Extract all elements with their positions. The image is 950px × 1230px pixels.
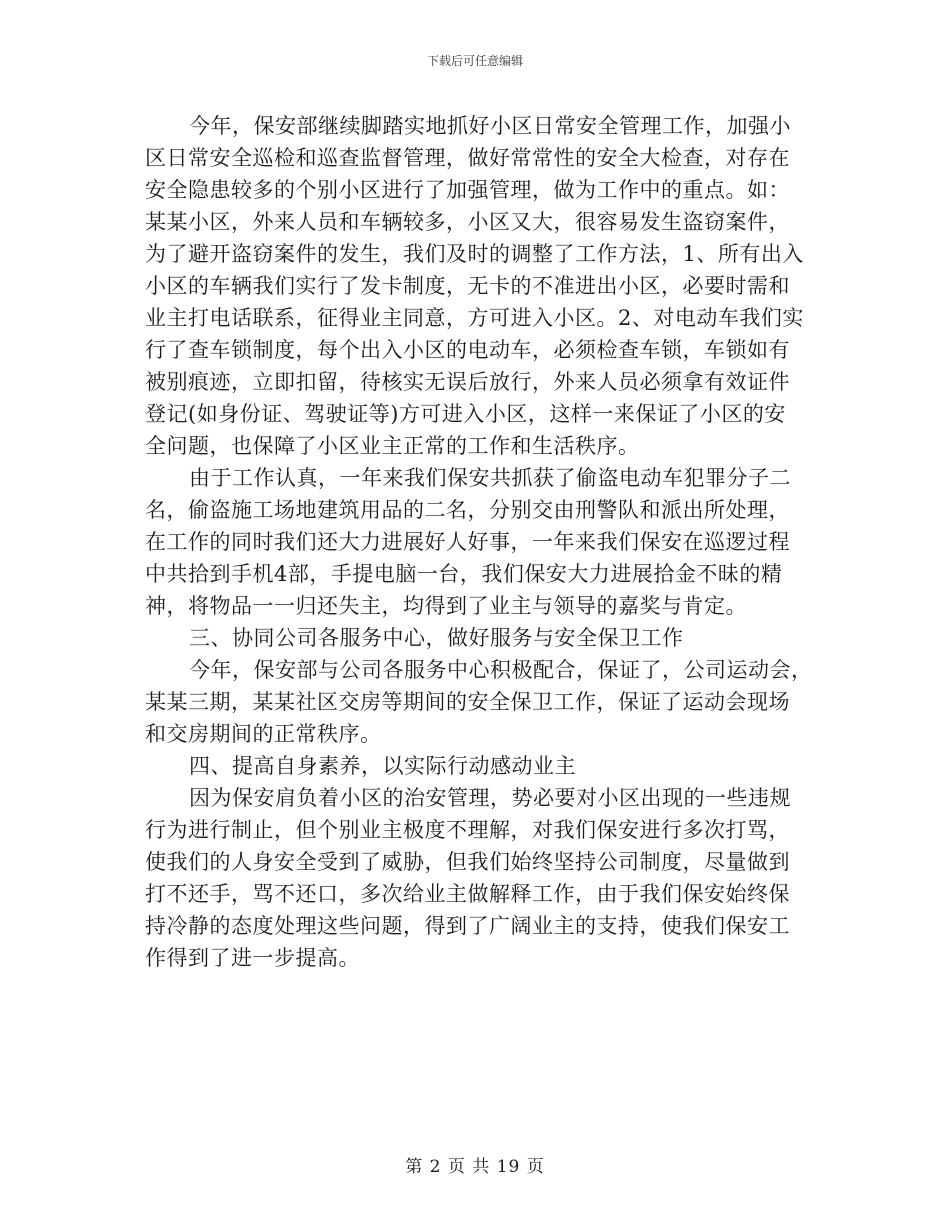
text-line: 小区的车辆我们实行了发卡制度，无卡的不准进出小区，必要时需和 (145, 274, 790, 298)
text-line: 持冷静的态度处理这些问题，得到了广阔业主的支持，使我们保安工 (145, 914, 790, 938)
text-line: 全问题，也保障了小区业主正常的工作和生活秩序。 (145, 434, 640, 458)
text-line: 行了查车锁制度，每个出入小区的电动车，必须检查车锁，车锁如有 (145, 338, 790, 362)
text-line: 打不还手，骂不还口，多次给业主做解释工作，由于我们保安始终保 (145, 882, 790, 906)
text-line: 行为进行制止，但个别业主极度不理解，对我们保安进行多次打骂， (145, 818, 790, 842)
document-body (145, 110, 813, 974)
text-line: 今年，保安部继续脚踏实地抓好小区日常安全管理工作，加强小 (189, 114, 791, 138)
text-line: 使我们的人身安全受到了威胁，但我们始终坚持公司制度，尽量做到 (145, 850, 790, 874)
text-line: 在工作的同时我们还大力进展好人好事，一年来我们保安在巡逻过程 (145, 530, 790, 554)
text-line: 名，偷盗施工场地建筑用品的二名，分别交由刑警队和派出所处理， (145, 498, 790, 522)
text-line: 今年，保安部与公司各服务中心积极配合，保证了，公司运动会， (189, 658, 813, 682)
text-line: 作得到了进一步提高。 (145, 946, 360, 970)
text-line: 为了避开盗窃案件的发生，我们及时的调整了工作方法，1、所有出入 (145, 242, 804, 266)
text-line: 四、提高自身素养，以实际行动感动业主 (189, 754, 576, 778)
text-line: 某某三期，某某社区交房等期间的安全保卫工作，保证了运动会现场 (145, 690, 790, 714)
text-line: 业主打电话联系，征得业主同意，方可进入小区。2、对电动车我们实 (145, 306, 804, 330)
text-line: 和交房期间的正常秩序。 (145, 722, 382, 746)
text-line: 中共拾到手机4部，手提电脑一台，我们保安大力进展拾金不昧的精 (145, 562, 783, 586)
text-line: 神，将物品一一归还失主，均得到了业主与领导的嘉奖与肯定。 (145, 594, 747, 618)
page-header: 下载后可任意编辑 (426, 54, 523, 68)
text-line: 被别痕迹，立即扣留，待核实无误后放行，外来人员必须拿有效证件 (145, 370, 790, 394)
text-line: 登记(如身份证、驾驶证等)方可进入小区，这样一来保证了小区的安 (145, 402, 786, 426)
text-line: 由于工作认真，一年来我们保安共抓获了偷盗电动车犯罪分子二 (189, 466, 791, 490)
page-number-footer: 第 2 页 共 19 页 (405, 1157, 545, 1177)
text-line: 区日常安全巡检和巡查监督管理，做好常常性的安全大检查，对存在 (145, 146, 790, 170)
text-line: 因为保安肩负着小区的治安管理，势必要对小区出现的一些违规 (189, 786, 791, 810)
text-line: 安全隐患较多的个别小区进行了加强管理，做为工作中的重点。如： (145, 178, 790, 202)
text-line: 三、协同公司各服务中心，做好服务与安全保卫工作 (189, 626, 684, 650)
text-line: 某某小区，外来人员和车辆较多，小区又大，很容易发生盗窃案件， (145, 210, 790, 234)
